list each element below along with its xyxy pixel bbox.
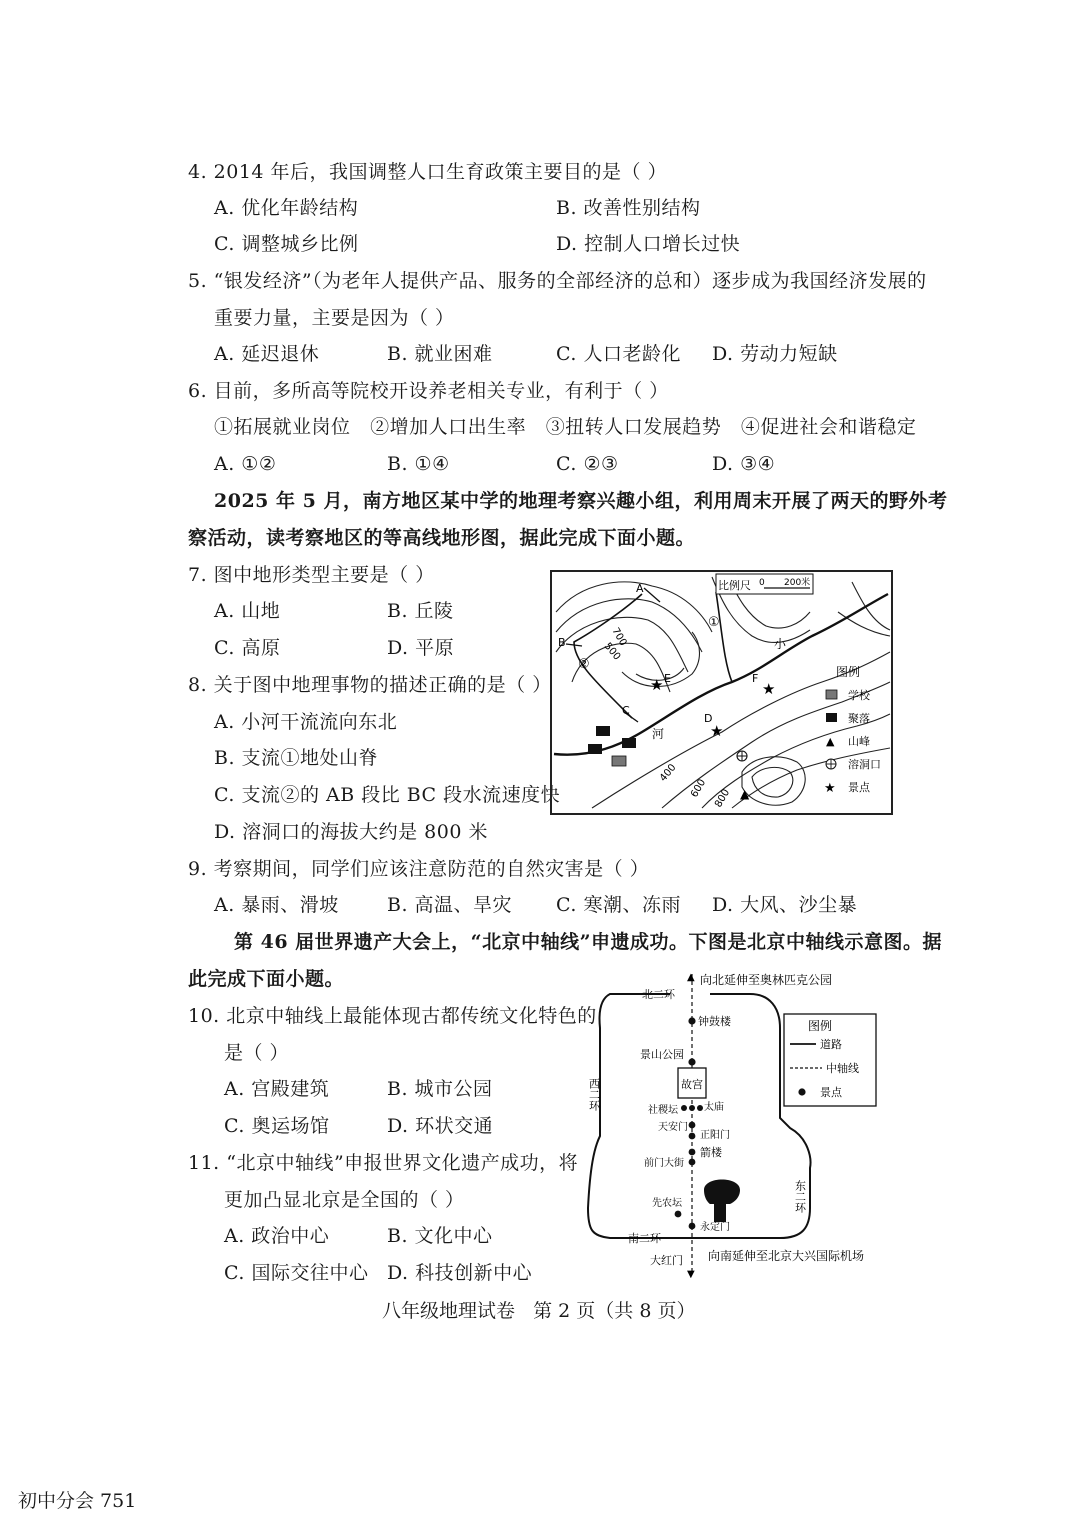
- legend-spot-dot: [798, 1088, 805, 1095]
- contour-line: [556, 599, 702, 652]
- north-extension-label: 向北延伸至奥林匹克公园: [700, 973, 833, 987]
- village-icon: [588, 744, 602, 754]
- label-d: D: [704, 712, 713, 725]
- q11-option-b: B. 文化中心: [387, 1225, 493, 1247]
- spot-sheji: [681, 1105, 687, 1111]
- map2-legend-axis: 中轴线: [826, 1062, 859, 1075]
- label-e: E: [664, 672, 671, 685]
- temple-of-heaven-shape: [704, 1180, 740, 1223]
- north-ring-label: 北二环: [642, 988, 675, 1001]
- q6-option-a: A. ①②: [214, 453, 277, 475]
- label-b: B: [558, 636, 566, 649]
- spot-label-jingshan: 景山公园: [640, 1048, 684, 1061]
- intro1-line2: 察活动，读考察地区的等高线地形图，据此完成下面小题。: [188, 527, 696, 549]
- scenic-spot-e: ★: [650, 676, 664, 694]
- q10-option-d: D. 环状交通: [387, 1115, 494, 1137]
- q4-option-a: A. 优化年龄结构: [214, 197, 359, 219]
- contour-label-800: 800: [713, 787, 733, 810]
- spot-label-gugong: 故宫: [681, 1078, 703, 1091]
- contour-map-graphic: [552, 572, 891, 813]
- spot-label-tiananmen: 天安门: [658, 1122, 688, 1133]
- q8-stem: 8. 关于图中地理事物的描述正确的是（ ）: [188, 674, 552, 696]
- legend-title: 图例: [836, 665, 861, 679]
- q7-stem: 7. 图中地形类型主要是（ ）: [188, 564, 435, 586]
- west-ring-label: 西二环: [587, 1078, 601, 1111]
- q7-option-c: C. 高原: [214, 637, 281, 659]
- scenic-spot-d: ★: [710, 722, 724, 740]
- legend-cave: 溶洞口: [848, 758, 881, 771]
- scenic-spot-f: ★: [762, 680, 776, 698]
- label-tributary-2: ②: [578, 657, 590, 672]
- scale-label: 比例尺: [718, 579, 751, 592]
- label-tributary-1: ①: [708, 615, 720, 630]
- q7-option-d: D. 平原: [387, 637, 455, 659]
- page-footer: 八年级地理试卷 第 2 页（共 8 页）: [382, 1300, 696, 1322]
- q7-option-a: A. 山地: [214, 600, 281, 622]
- q10-option-a: A. 宫殿建筑: [224, 1078, 330, 1100]
- q11-stem-line1: 11. “北京中轴线”申报世界文化遗产成功，将: [188, 1152, 579, 1174]
- q5-option-c: C. 人口老龄化: [556, 343, 681, 365]
- q6-option-d: D. ③④: [712, 453, 776, 475]
- q4-option-b: B. 改善性别结构: [556, 197, 701, 219]
- spot-yongding: [689, 1223, 696, 1230]
- spot-qianmen: [689, 1159, 696, 1166]
- legend-school-icon: [826, 690, 837, 699]
- legend-village: 聚落: [848, 712, 870, 725]
- legend-peak-icon: ▲: [826, 735, 835, 748]
- north-arrow-icon: ▲: [687, 972, 695, 983]
- spot-label-xiannong: 先农坛: [652, 1198, 682, 1209]
- q9-option-a: A. 暴雨、滑坡: [214, 894, 339, 916]
- spot-label-qianmen: 前门大街: [644, 1158, 684, 1169]
- tributary-1: [716, 592, 732, 682]
- contour-line: [752, 767, 793, 797]
- contour-line: [732, 748, 890, 808]
- legend-village-icon: [826, 713, 837, 722]
- contour-line: [556, 582, 712, 632]
- q6-option-b: B. ①④: [387, 453, 450, 475]
- q11-stem-line2: 更加凸显北京是全国的（ ）: [224, 1189, 465, 1211]
- spot-label-sheji: 社稷坛: [648, 1105, 678, 1116]
- spot-label-zhengyang: 正阳门: [700, 1130, 730, 1141]
- legend-spot: 景点: [848, 781, 870, 794]
- map2-legend-spot: 景点: [820, 1086, 842, 1099]
- scale-zero: 0: [759, 578, 765, 588]
- spot-zhengyang: [689, 1133, 696, 1140]
- map2-legend-title: 图例: [808, 1019, 833, 1033]
- label-c: C: [622, 704, 630, 717]
- label-river-xiao: 小: [774, 637, 787, 651]
- spot-axis-node: [689, 1105, 695, 1111]
- spot-tiananmen: [689, 1122, 696, 1129]
- corner-watermark: 初中分会 751: [18, 1490, 137, 1512]
- legend-school: 学校: [848, 689, 870, 702]
- q6-items: ①拓展就业岗位 ②增加人口出生率 ③扭转人口发展趋势 ④促进社会和谐稳定: [214, 416, 917, 438]
- spot-xiannong: [675, 1211, 682, 1218]
- spot-jianlou: [689, 1149, 696, 1156]
- q9-option-c: C. 寒潮、冻雨: [556, 894, 681, 916]
- q9-stem: 9. 考察期间，同学们应该注意防范的自然灾害是（ ）: [188, 858, 650, 880]
- q8-option-b: B. 支流①地处山脊: [214, 747, 379, 769]
- south-ring-label: 南二环: [628, 1232, 661, 1245]
- q8-option-c: C. 支流②的 AB 段比 BC 段水流速度快: [214, 784, 561, 806]
- q5-stem-line2: 重要力量，主要是因为（ ）: [214, 307, 455, 329]
- q10-option-c: C. 奥运场馆: [224, 1115, 330, 1137]
- spot-label-taimiao: 太庙: [704, 1102, 724, 1113]
- q5-option-d: D. 劳动力短缺: [712, 343, 838, 365]
- contour-line: [852, 582, 890, 630]
- contour-label-500: 500: [601, 640, 623, 663]
- spot-label-drum-tower: 钟鼓楼: [698, 1015, 731, 1028]
- intro2-line1: 第 46 届世界遗产大会上，“北京中轴线”申遗成功。下图是北京中轴线示意图。据: [234, 931, 943, 953]
- q9-option-b: B. 高温、旱灾: [387, 894, 513, 916]
- contour-label-700: 700: [609, 626, 629, 649]
- tributary-2: [574, 594, 642, 718]
- village-icon: [596, 726, 610, 736]
- map2-legend-road: 道路: [820, 1038, 842, 1051]
- spot-jingshan: [688, 1058, 695, 1065]
- q10-stem-line2: 是（ ）: [224, 1042, 290, 1064]
- beijing-axis-map: [580, 968, 900, 1278]
- spot-label-jianlou: 箭楼: [700, 1146, 722, 1159]
- spot-label-dahong: 大红门: [650, 1254, 683, 1267]
- q10-stem-line1: 10. 北京中轴线上最能体现古都传统文化特色的: [188, 1005, 597, 1027]
- q4-option-d: D. 控制人口增长过快: [556, 233, 741, 255]
- south-arrow-icon: ▼: [687, 1269, 695, 1278]
- label-f: F: [752, 672, 759, 685]
- q8-option-a: A. 小河干流流向东北: [214, 711, 398, 733]
- legend-spot-icon: ★: [824, 781, 836, 796]
- q11-option-d: D. 科技创新中心: [387, 1262, 533, 1284]
- q7-option-b: B. 丘陵: [387, 600, 454, 622]
- contour-line: [838, 612, 890, 636]
- spot-taimiao: [697, 1105, 703, 1111]
- label-a: A: [636, 582, 644, 595]
- q6-stem: 6. 目前，多所高等院校开设养老相关专业，有利于（ ）: [188, 380, 669, 402]
- q9-option-d: D. 大风、沙尘暴: [712, 894, 858, 916]
- south-extension-label: 向南延伸至北京大兴国际机场: [708, 1249, 865, 1263]
- q5-option-a: A. 延迟退休: [214, 343, 320, 365]
- contour-label-600: 600: [689, 777, 709, 800]
- q11-option-c: C. 国际交往中心: [224, 1262, 369, 1284]
- peak-icon: ▲: [740, 787, 750, 801]
- intro1-line1: 2025 年 5 月，南方地区某中学的地理考察兴趣小组，利用周末开展了两天的野外考: [214, 490, 948, 512]
- contour-label-400: 400: [657, 762, 679, 784]
- spot-drum-tower: [688, 1017, 695, 1024]
- q11-option-a: A. 政治中心: [224, 1225, 330, 1247]
- east-ring-label: 东二环: [793, 1180, 807, 1213]
- label-river-he: 河: [652, 727, 665, 741]
- q4-stem: 4. 2014 年后，我国调整人口生育政策主要目的是（ ）: [188, 161, 668, 183]
- q5-option-b: B. 就业困难: [387, 343, 493, 365]
- contour-map: [550, 570, 893, 815]
- q4-option-c: C. 调整城乡比例: [214, 233, 359, 255]
- q10-option-b: B. 城市公园: [387, 1078, 493, 1100]
- q6-option-c: C. ②③: [556, 453, 619, 475]
- intro2-line2: 此完成下面小题。: [188, 968, 345, 990]
- beijing-axis-map-graphic: [580, 968, 900, 1278]
- village-icon: [622, 738, 636, 748]
- legend-peak: 山峰: [848, 735, 870, 748]
- second-ring-road: [588, 994, 810, 1238]
- q8-option-d: D. 溶洞口的海拔大约是 800 米: [214, 821, 488, 843]
- spot-label-yongding: 永定门: [700, 1222, 730, 1233]
- scale-distance: 200米: [784, 578, 811, 588]
- school-icon: [612, 756, 626, 766]
- q5-stem-line1: 5. “银发经济”（为老年人提供产品、服务的全部经济的总和）逐步成为我国经济发展的: [188, 270, 927, 292]
